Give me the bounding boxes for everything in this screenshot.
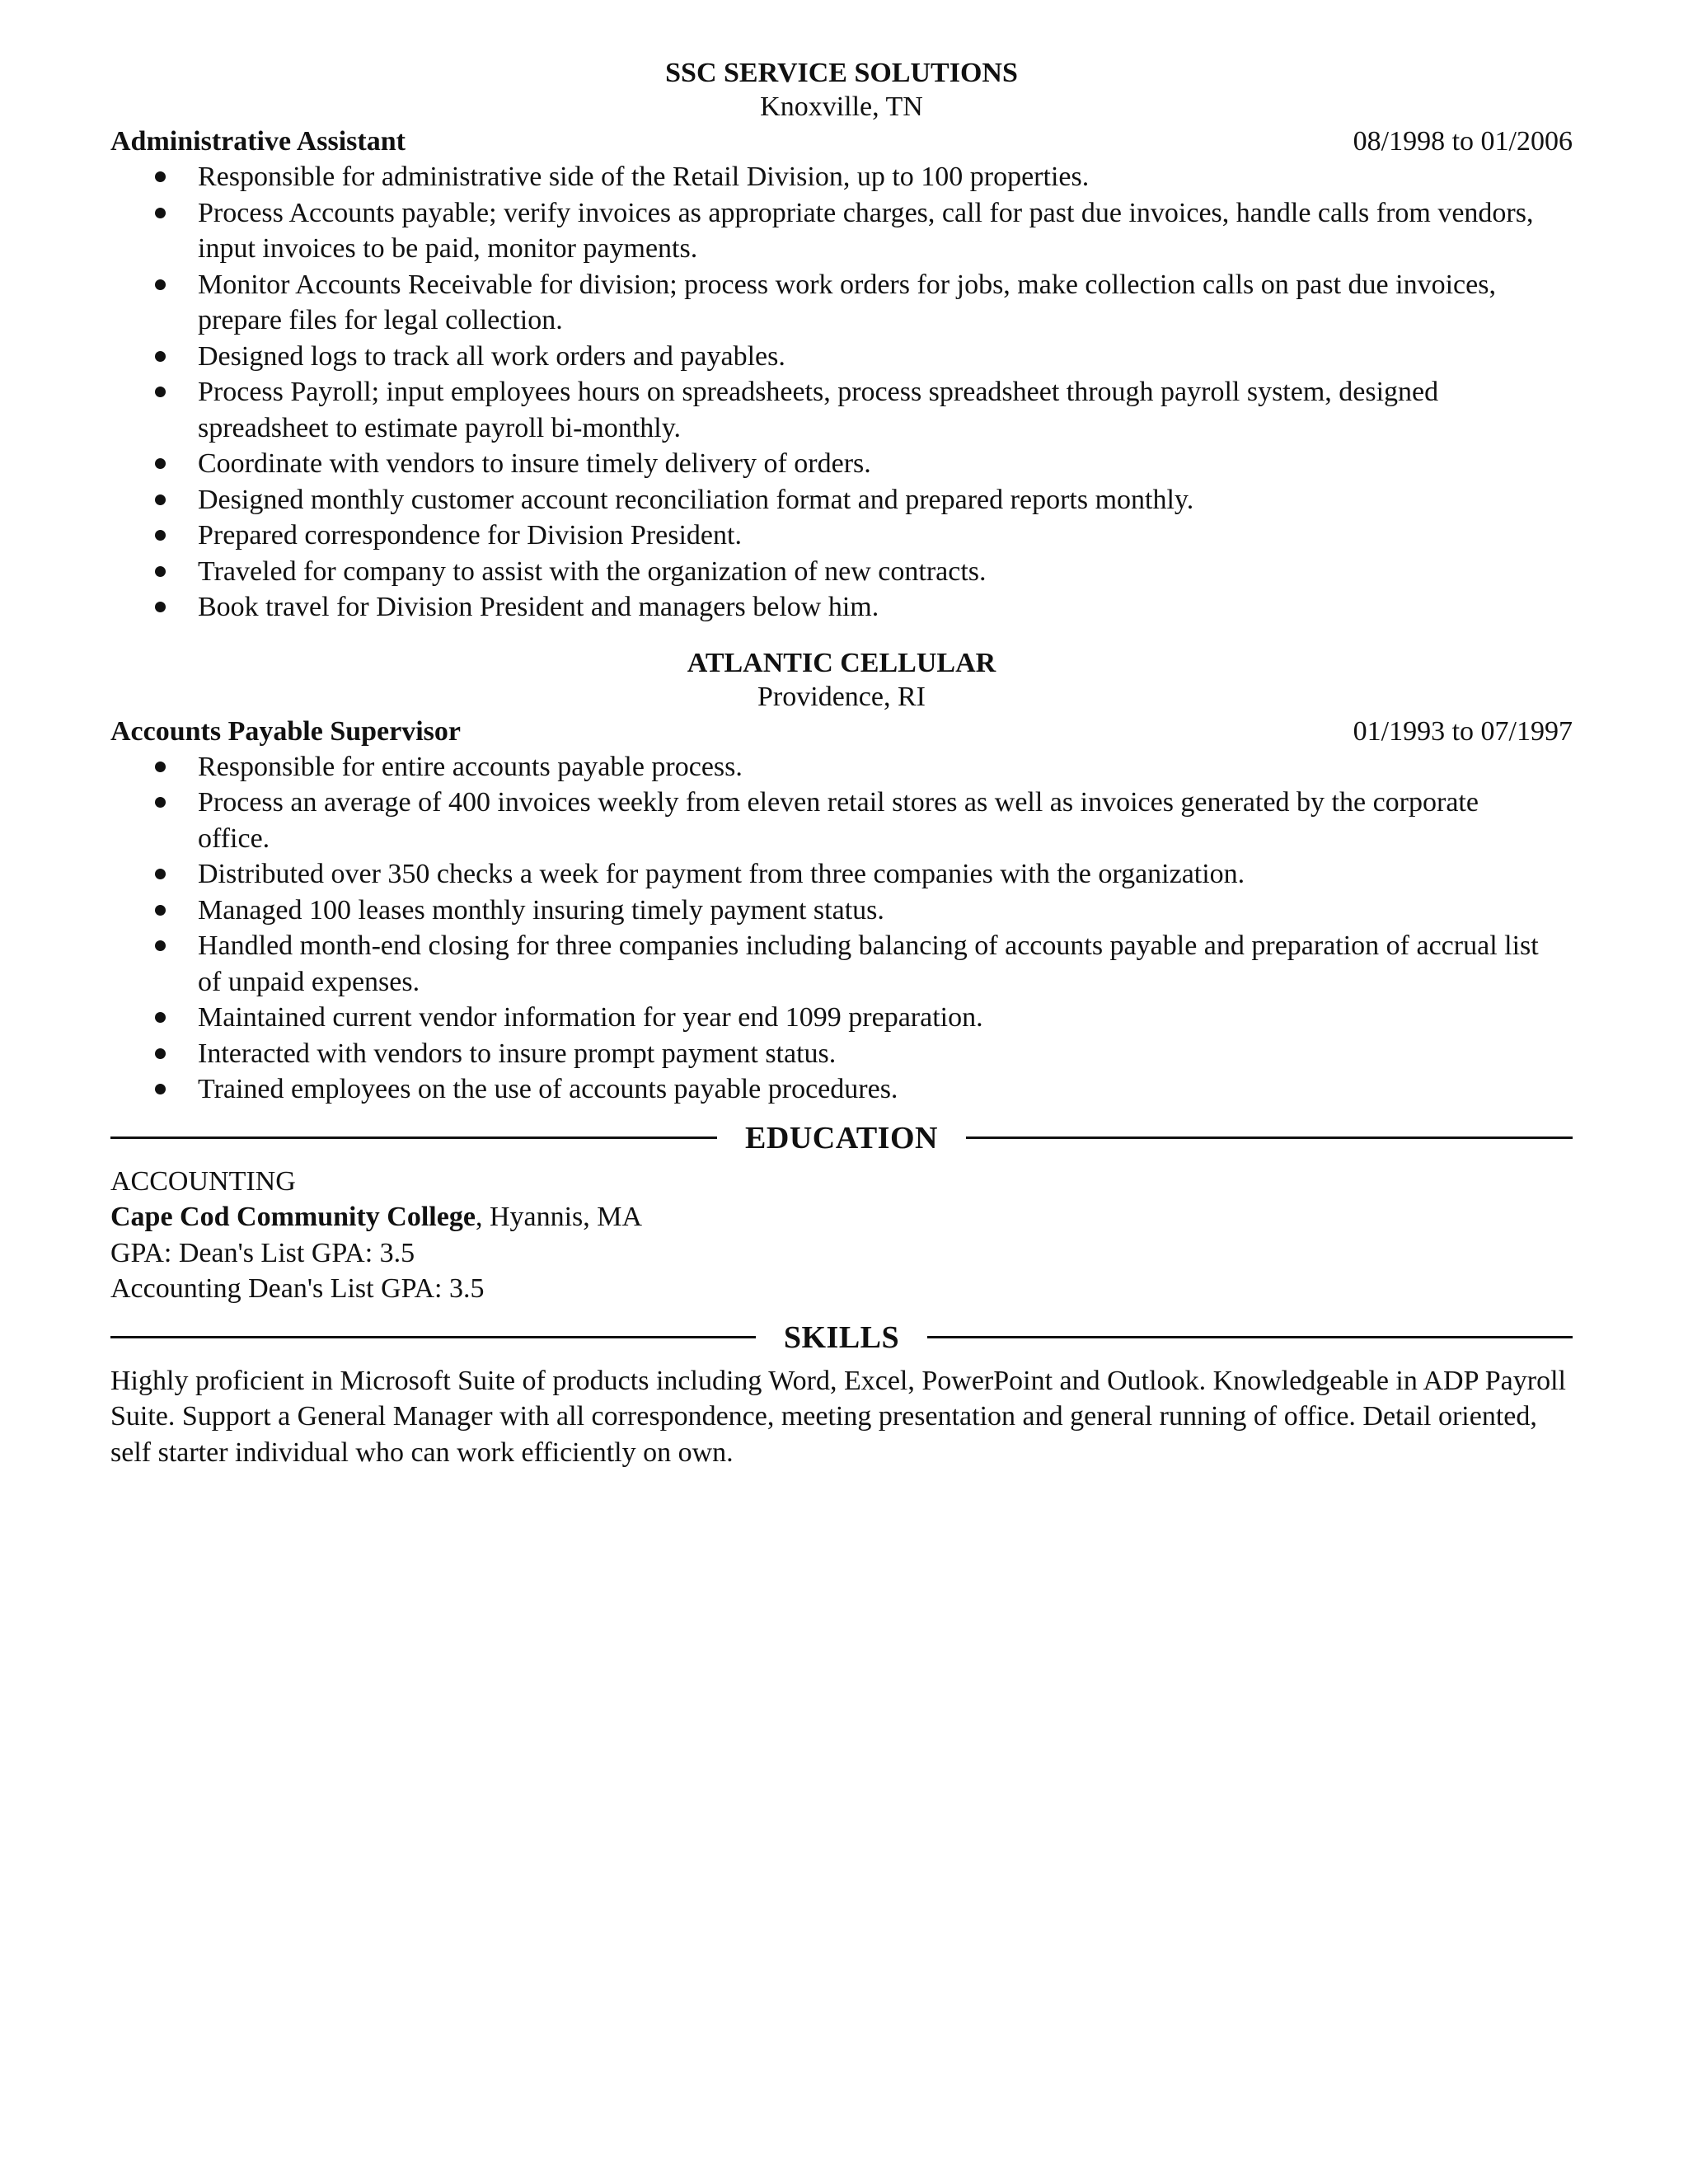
company-location: Knoxville, TN bbox=[760, 91, 923, 122]
duty-item: Book travel for Division President and managers below him. bbox=[110, 589, 1573, 626]
job-title: Administrative Assistant bbox=[110, 126, 406, 157]
company-name: SSC SERVICE SOLUTIONS bbox=[665, 58, 1018, 88]
education-field: ACCOUNTING bbox=[110, 1165, 296, 1197]
duty-item: Managed 100 leases monthly insuring timely payment status. bbox=[110, 893, 1573, 929]
job-duties-list bbox=[110, 159, 1573, 626]
duty-item: Handled month-end closing for three companies including balancing of accounts payable and preparation of accrual list of unpaid expenses. bbox=[110, 928, 1573, 1000]
duty-item: Monitor Accounts Receivable for division; process work orders for jobs, make collection calls on past due invoices, prepare files for legal collection. bbox=[110, 267, 1573, 339]
section-title: EDUCATION bbox=[745, 1120, 938, 1155]
school-location: , Hyannis, MA bbox=[475, 1202, 643, 1232]
accounting-gpa-line: Accounting Dean's List GPA: 3.5 bbox=[110, 1273, 485, 1304]
duty-item: Process Accounts payable; verify invoices as appropriate charges, call for past due invoices, handle calls from vendors, input invoices to be paid, monitor payments. bbox=[110, 195, 1573, 267]
job-duties-list bbox=[110, 749, 1573, 1108]
duty-item: Maintained current vendor information for year end 1099 preparation. bbox=[110, 1000, 1573, 1036]
job-title: Accounts Payable Supervisor bbox=[110, 715, 461, 747]
section-title: SKILLS bbox=[783, 1319, 900, 1355]
heading-rule-left bbox=[110, 1137, 717, 1139]
spacer bbox=[110, 626, 1573, 646]
job-dates: 01/1993 to 07/1997 bbox=[1353, 715, 1573, 747]
heading-rule-left bbox=[110, 1336, 756, 1338]
duty-item: Traveled for company to assist with the organization of new contracts. bbox=[110, 554, 1573, 590]
duty-item: Prepared correspondence for Division President. bbox=[110, 518, 1573, 554]
gpa-line: GPA: Dean's List GPA: 3.5 bbox=[110, 1237, 415, 1268]
duty-item: Coordinate with vendors to insure timely delivery of orders. bbox=[110, 446, 1573, 482]
duty-item: Distributed over 350 checks a week for payment from three companies with the organization. bbox=[110, 856, 1573, 893]
job-header bbox=[110, 124, 1573, 159]
duty-item: Interacted with vendors to insure prompt payment status. bbox=[110, 1036, 1573, 1072]
duty-item: Responsible for administrative side of the Retail Division, up to 100 properties. bbox=[110, 159, 1573, 195]
job-header bbox=[110, 714, 1573, 749]
skills-text: Highly proficient in Microsoft Suite of products including Word, Excel, PowerPoint and Outlook. Knowledgeable in ADP Payroll Suite. Support a General Manager with all correspondence, meeting presentation and general running of office. Detail oriented, self starter individual who can work efficiently on own. bbox=[110, 1365, 1566, 1468]
education-section bbox=[110, 1164, 1573, 1307]
skills-section bbox=[110, 1363, 1573, 1471]
duty-item: Process Payroll; input employees hours on spreadsheets, process spreadsheet through payroll system, designed spreadsheet to estimate payroll bi-monthly. bbox=[110, 374, 1573, 446]
duty-item: Process an average of 400 invoices weekly from eleven retail stores as well as invoices generated by the corporate office. bbox=[110, 785, 1573, 856]
duty-item: Designed monthly customer account reconciliation format and prepared reports monthly. bbox=[110, 482, 1573, 518]
heading-rule-right bbox=[927, 1336, 1573, 1338]
duty-item: Responsible for entire accounts payable process. bbox=[110, 749, 1573, 785]
job-entry bbox=[110, 646, 1573, 1108]
resume-page bbox=[110, 56, 1573, 1470]
job-dates: 08/1998 to 01/2006 bbox=[1353, 126, 1573, 157]
company-name: ATLANTIC CELLULAR bbox=[687, 647, 996, 678]
job-entry bbox=[110, 56, 1573, 626]
skills-heading bbox=[110, 1319, 1573, 1357]
education-heading bbox=[110, 1119, 1573, 1157]
school-name: Cape Cod Community College bbox=[110, 1202, 476, 1232]
company-location: Providence, RI bbox=[757, 681, 926, 712]
education-school-line bbox=[110, 1199, 1573, 1235]
duty-item: Trained employees on the use of accounts payable procedures. bbox=[110, 1071, 1573, 1108]
duty-item: Designed logs to track all work orders and payables. bbox=[110, 339, 1573, 375]
heading-rule-right bbox=[966, 1137, 1573, 1139]
